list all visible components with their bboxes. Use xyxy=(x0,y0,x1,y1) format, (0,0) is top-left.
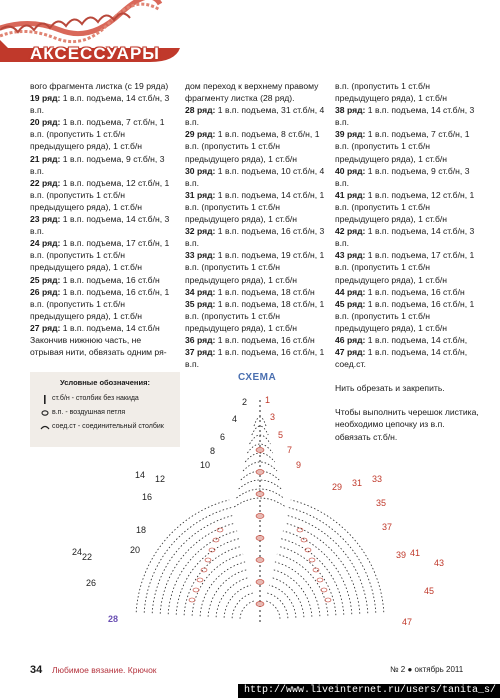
row-instruction xyxy=(185,165,330,189)
row-number-label: 20 xyxy=(130,545,141,555)
row-text: Нить обрезать и закрепить. xyxy=(335,383,445,394)
row-text: 1 в.п. подъема, 17 ст.б/н, 1 в.п. (пропустить 1 ст.б/н предыдущего ряда), 1 ст.б/н xyxy=(30,238,170,273)
row-text: 1 в.п. подъема, 14 ст.б/н, xyxy=(365,334,468,345)
row-number-label: 41 xyxy=(410,548,421,558)
row-instruction xyxy=(30,274,170,286)
text-paragraph xyxy=(30,80,170,92)
row-text: 1 в.п. подъема, 31 ст.б/н, 4 в.п. xyxy=(185,105,325,128)
lace-trim-top xyxy=(0,0,160,34)
row-number-label: 6 xyxy=(220,432,226,442)
stitch-bar-icon xyxy=(38,395,52,404)
row-text: 1 в.п. подъема, 14 ст.б/н, 3 в.п. xyxy=(30,214,170,237)
row-number-label: 7 xyxy=(287,445,293,455)
left-fan-arc xyxy=(160,523,235,614)
row-instruction xyxy=(335,128,480,164)
legend-title: Условные обозначения: xyxy=(60,378,150,387)
chain-oval xyxy=(256,580,264,585)
row-text: 1 в.п. подъема, 14 ст.б/н xyxy=(60,322,160,333)
row-label: 28 ряд: xyxy=(185,105,216,116)
text-paragraph xyxy=(335,80,480,104)
chain-oval xyxy=(317,578,323,582)
row-instruction xyxy=(185,104,330,128)
row-label: 23 ряд: xyxy=(30,214,61,225)
legend-item-text: ст.б/н - столбик без накида xyxy=(52,395,139,402)
chain-oval xyxy=(309,558,315,562)
row-text: 1 в.п. подъема, 12 ст.б/н, 1 в.п. (пропустить 1 ст.б/н предыдущего ряда), 1 ст.б/н xyxy=(30,177,170,212)
row-number-label: 43 xyxy=(434,558,445,568)
row-text: 1 в.п. подъема, 9 ст.б/н, 3 в.п. xyxy=(335,165,470,188)
row-instruction xyxy=(185,225,330,249)
row-instruction xyxy=(30,286,170,322)
row-text: 1 в.п. подъема, 16 ст.б/н, 3 в.п. xyxy=(185,226,325,249)
row-label: 30 ряд: xyxy=(185,165,216,176)
row-number-label: 1 xyxy=(265,395,271,405)
row-number-label: 39 xyxy=(396,550,407,560)
chain-oval xyxy=(197,578,203,582)
row-number-label: 24 xyxy=(72,547,83,557)
row-number-label: 29 xyxy=(332,482,343,492)
row-label: 38 ряд: xyxy=(335,105,366,116)
source-url: http://www.liveinternet.ru/users/tanita_s/ xyxy=(238,684,500,698)
row-label: 26 ряд: xyxy=(30,286,61,297)
row-label: 32 ряд: xyxy=(185,226,216,237)
chain-oval xyxy=(256,558,264,563)
row-number-label: 35 xyxy=(376,498,387,508)
row-text: 1 в.п. подъема, 14 ст.б/н, соед.ст. xyxy=(335,347,468,370)
row-instruction xyxy=(30,92,170,116)
chain-oval xyxy=(256,470,264,475)
row-instruction xyxy=(30,153,170,177)
row-text: 1 в.п. подъема, 9 ст.б/н, 3 в.п. xyxy=(30,153,165,176)
row-number-label: 18 xyxy=(136,525,147,535)
slip-arc-icon xyxy=(38,424,52,430)
row-number-label: 26 xyxy=(86,578,97,588)
row-label: 34 ряд: xyxy=(185,286,216,297)
row-text: 1 в.п. подъема, 8 ст.б/н, 1 в.п. (пропустить 1 ст.б/н предыдущего ряда), 1 ст.б/н xyxy=(185,129,320,164)
row-instruction xyxy=(30,177,170,213)
right-fan-arc xyxy=(273,570,312,617)
chain-oval xyxy=(321,588,327,592)
row-label: 40 ряд: xyxy=(335,165,366,176)
row-number-label: 8 xyxy=(210,446,216,456)
legend-item-text: соед.ст - соединительный столбик xyxy=(52,423,164,430)
row-text: 1 в.п. подъема, 7 ст.б/н, 1 в.п. (пропустить 1 ст.б/н предыдущего ряда), 1 ст.б/н xyxy=(335,129,470,164)
row-label: 27 ряд: xyxy=(30,322,61,333)
row-label: 31 ряд: xyxy=(185,189,216,200)
row-instruction xyxy=(185,128,330,164)
row-label: 22 ряд: xyxy=(30,177,61,188)
row-label: 43 ряд: xyxy=(335,250,366,261)
chain-oval xyxy=(313,568,319,572)
row-number-label: 37 xyxy=(382,522,393,532)
page-number: 34 xyxy=(30,664,43,676)
row-number-label: 31 xyxy=(352,478,363,488)
chain-oval xyxy=(301,538,307,542)
text-column-1 xyxy=(30,80,170,358)
chain-oval xyxy=(297,528,303,532)
row-label: 45 ряд: xyxy=(335,298,366,309)
row-label: 25 ряд: xyxy=(30,274,61,285)
text-paragraph xyxy=(185,80,330,104)
row-text: 1 в.п. подъема, 7 ст.б/н, 1 в.п. (пропустить 1 ст.б/н предыдущего ряда), 1 ст.б/н xyxy=(30,117,165,152)
row-text: 1 в.п. подъема, 14 ст.б/н, 3 в.п. xyxy=(335,105,475,128)
chain-oval xyxy=(256,492,264,497)
right-fan-arc xyxy=(267,593,288,618)
row-number-label: 22 xyxy=(82,552,93,562)
left-fan-arc xyxy=(240,601,255,619)
row-label: 46 ряд: xyxy=(335,334,366,345)
row-number-label: 2 xyxy=(242,397,248,407)
left-fan-arc xyxy=(168,531,237,614)
row-text: в.п. (пропустить 1 ст.б/н предыдущего ряда), 1 ст.б/н xyxy=(335,81,448,104)
row-number-label: 45 xyxy=(424,586,435,596)
row-instruction xyxy=(30,213,170,237)
row-number-label: 16 xyxy=(142,492,153,502)
row-number-label: 14 xyxy=(135,470,146,480)
row-text: 1 в.п. подъема, 18 ст.б/н, 1 в.п. (пропустить 1 ст.б/н предыдущего ряда), 1 ст.б/н xyxy=(185,298,325,333)
row-instruction xyxy=(185,334,330,346)
chain-oval xyxy=(193,588,199,592)
row-label: 39 ряд: xyxy=(335,129,366,140)
row-text: 1 в.п. подъема, 16 ст.б/н xyxy=(365,286,465,297)
text-paragraph xyxy=(335,370,480,382)
row-text: 1 в.п. подъема, 16 ст.б/н, 1 в.п. xyxy=(185,347,325,370)
row-text: дом переход к верхнему правому фрагменту листка (28 ряд). xyxy=(185,81,319,104)
row-label: 36 ряд: xyxy=(185,334,216,345)
row-instruction xyxy=(335,189,480,225)
row-instruction xyxy=(185,189,330,225)
row-label: 35 ряд: xyxy=(185,298,216,309)
row-instruction xyxy=(30,116,170,152)
leaf-diagram xyxy=(60,390,460,650)
legend-item-text: в.п. - воздушная петля xyxy=(52,409,126,416)
right-fan-arc xyxy=(279,546,336,615)
row-text: 1 в.п. подъема, 16 ст.б/н xyxy=(215,334,315,345)
row-number-label: 28 xyxy=(108,614,119,624)
chain-oval xyxy=(213,538,219,542)
row-text: 1 в.п. подъема, 17 ст.б/н, 1 в.п. (пропустить 1 ст.б/н предыдущего ряда), 1 ст.б/н xyxy=(335,250,475,285)
issue-info: № 2 ● октябрь 2011 xyxy=(390,665,464,674)
row-label: 20 ряд: xyxy=(30,117,61,128)
left-fan-arc xyxy=(136,500,229,612)
magazine-title: Любимое вязание. Крючок xyxy=(52,665,157,675)
chain-oval-icon xyxy=(38,410,52,416)
row-text: 1 в.п. подъема, 16 ст.б/н, 1 в.п. (пропустить 1 ст.б/н предыдущего ряда), 1 ст.б/н xyxy=(335,298,475,333)
row-number-label: 47 xyxy=(402,617,413,627)
row-label: 41 ряд: xyxy=(335,189,366,200)
row-text: 1 в.п. подъема, 14 ст.б/н, 3 в.п. xyxy=(30,93,170,116)
row-number-label: 12 xyxy=(155,474,166,484)
text-column-2 xyxy=(185,80,330,370)
row-label: 21 ряд: xyxy=(30,153,61,164)
row-text: 1 в.п. подъема, 12 ст.б/н, 1 в.п. (пропустить 1 ст.б/н предыдущего ряда), 1 ст.б/н xyxy=(335,189,475,225)
row-instruction xyxy=(335,298,480,334)
right-fan-arc xyxy=(265,601,280,619)
left-fan-arc xyxy=(152,515,233,613)
row-label: 19 ряд: xyxy=(30,93,61,104)
row-instruction xyxy=(30,322,170,334)
text-paragraph xyxy=(30,334,170,358)
right-fan-arc xyxy=(271,577,304,617)
row-instruction xyxy=(335,334,480,346)
row-instruction xyxy=(335,249,480,285)
row-instruction xyxy=(185,346,330,370)
left-fan-arc xyxy=(232,593,253,618)
right-fan-arc xyxy=(283,531,352,614)
row-text: 1 в.п. подъема, 16 ст.б/н xyxy=(60,274,160,285)
row-number-label: 3 xyxy=(270,412,276,422)
row-text: Чтобы выполнить черешок листика, необходимо цепочку из в.п. обвязать ст.б/н. xyxy=(335,407,479,442)
row-instruction xyxy=(185,298,330,334)
row-number-label: 4 xyxy=(232,414,238,424)
row-instruction xyxy=(185,286,330,298)
row-number-label: 10 xyxy=(200,460,211,470)
row-text: 1 в.п. подъема, 14 ст.б/н, 3 в.п. xyxy=(335,226,475,249)
right-fan-arc xyxy=(291,498,387,612)
row-text: 1 в.п. подъема, 18 ст.б/н xyxy=(215,286,315,297)
left-fan-arc xyxy=(184,546,241,615)
section-title: АКСЕССУАРЫ xyxy=(30,44,160,63)
text-column-3 xyxy=(335,80,480,443)
row-text: 1 в.п. подъема, 14 ст.б/н, 1 в.п. (пропустить 1 ст.б/н предыдущего ряда), 1 ст.б/н xyxy=(185,189,325,225)
row-label: 24 ряд: xyxy=(30,238,61,249)
chain-oval xyxy=(205,558,211,562)
row-text: вого фрагмента листка (с 19 ряда) xyxy=(30,81,169,91)
row-instruction xyxy=(335,346,480,370)
row-label: 44 ряд: xyxy=(335,286,366,297)
left-fan-arc xyxy=(208,570,247,617)
row-instruction xyxy=(335,104,480,128)
row-number-label: 5 xyxy=(278,430,284,440)
row-label: 29 ряд: xyxy=(185,129,216,140)
row-text: 1 в.п. подъема, 19 ст.б/н, 1 в.п. (пропустить 1 ст.б/н предыдущего ряда), 1 ст.б/н xyxy=(185,250,325,285)
row-label: 42 ряд: xyxy=(335,226,366,237)
left-fan-arc xyxy=(216,577,249,617)
schema-title: СХЕМА xyxy=(238,372,277,383)
chain-oval xyxy=(256,448,264,453)
chain-oval xyxy=(256,536,264,541)
row-instruction xyxy=(185,249,330,285)
row-instruction xyxy=(335,286,480,298)
header-band xyxy=(0,0,500,80)
row-text: 1 в.п. подъема, 10 ст.б/н, 4 в.п. xyxy=(185,165,325,188)
right-fan-arc xyxy=(285,523,360,614)
row-instruction xyxy=(335,165,480,189)
row-text: Закончив нижнюю часть, не отрывая нити, обвязать одним ря- xyxy=(30,334,167,358)
row-number-label: 9 xyxy=(296,460,302,470)
chain-oval xyxy=(201,568,207,572)
row-label: 37 ряд: xyxy=(185,347,216,358)
chain-oval xyxy=(256,602,264,607)
row-label: 33 ряд: xyxy=(185,250,216,261)
chain-oval xyxy=(325,598,331,602)
row-label: 47 ряд: xyxy=(335,347,366,358)
chain-oval xyxy=(189,598,195,602)
right-fan-arc xyxy=(287,515,368,613)
row-instruction xyxy=(30,237,170,273)
chain-oval xyxy=(256,514,264,519)
row-instruction xyxy=(335,225,480,249)
row-number-label: 33 xyxy=(372,474,383,484)
row-text: 1 в.п. подъема, 16 ст.б/н, 1 в.п. (пропустить 1 ст.б/н предыдущего ряда), 1 ст.б/н xyxy=(30,286,170,321)
chain-oval xyxy=(217,528,223,532)
page-footer xyxy=(0,660,500,700)
